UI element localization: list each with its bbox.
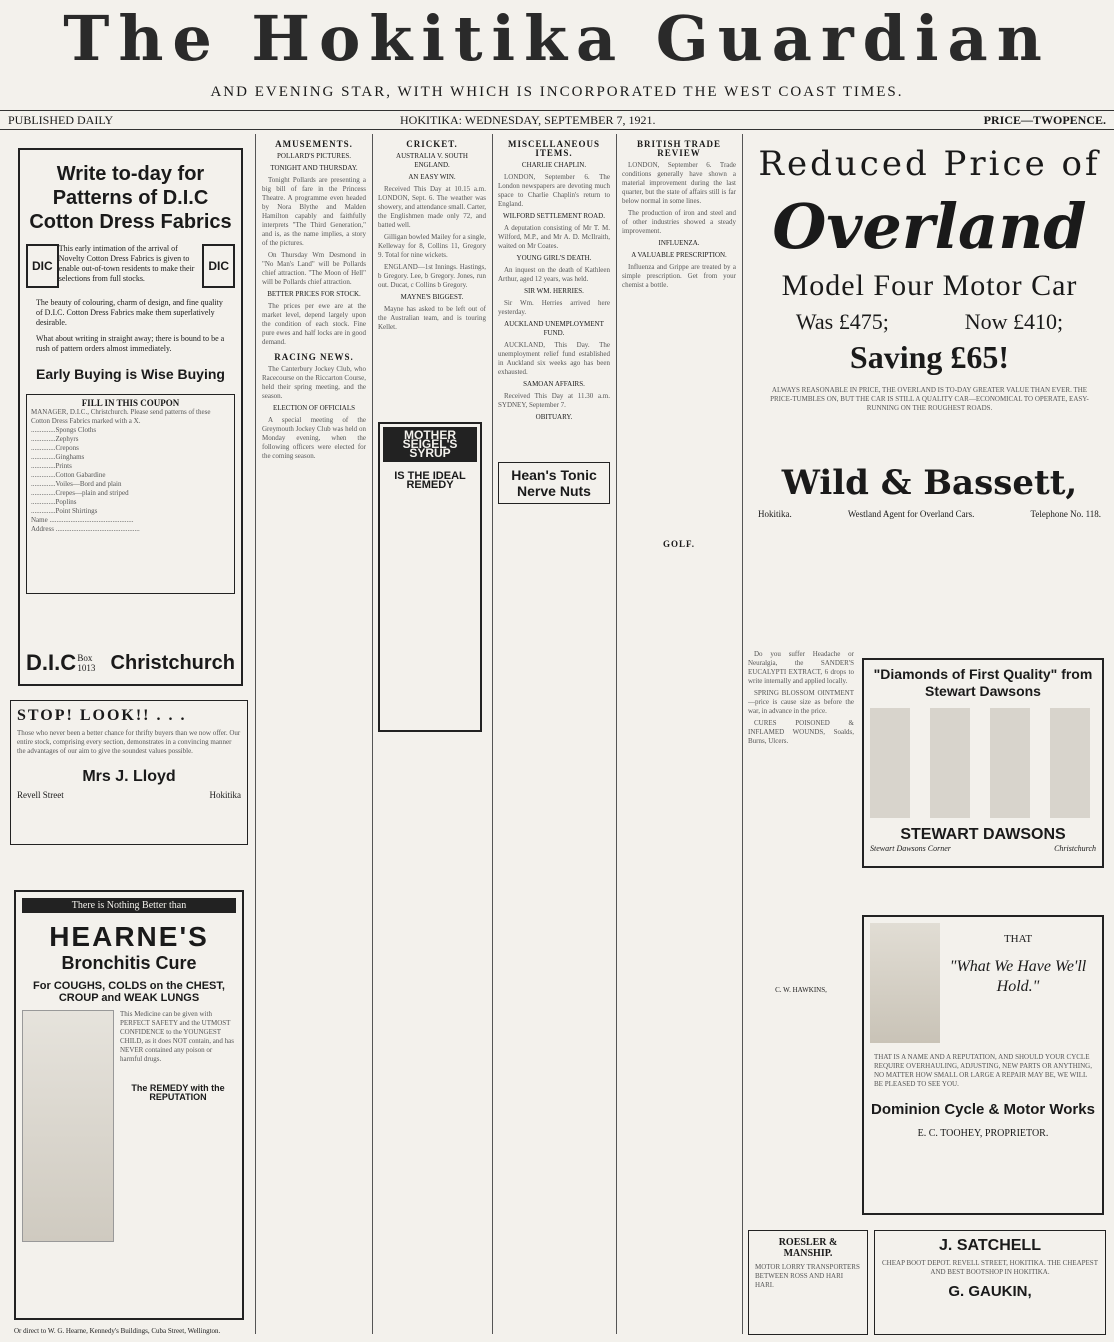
dawson-advertisement xyxy=(862,658,1104,868)
overland-line2: Model Four Motor Car xyxy=(781,269,1078,302)
dawson-rings-illustration xyxy=(870,708,1096,818)
dawson-title: "Diamonds of First Quality" from Stewart Dawsons xyxy=(873,666,1093,699)
hearne-illustration xyxy=(22,1010,114,1242)
masthead xyxy=(0,0,1114,78)
prescription-head: A VALUABLE PRESCRIPTION. xyxy=(631,251,727,259)
dateline-date: HOKITIKA: WEDNESDAY, SEPTEMBER 7, 1921. xyxy=(400,113,656,127)
hearne-remedy: The REMEDY with the REPUTATION xyxy=(131,1083,225,1102)
misc-sub1: CHARLIE CHAPLIN. xyxy=(521,161,587,169)
column-amusements: AMUSEMENTS. POLLARD'S PICTURES. TONIGHT AND THURSDAY. Tonight Pollards are presenting a big bill of fare in the Princess Theatre. A programme even headed by Nora Blythe and Malden Hamilton capably and faithfully interprets "The Third Generation," and is, as the name implies, a story of the pictures. On Thursday Wm Desmond in "No Man's Land" will be Pollards chief attraction. "The Moon of Hell" will be Pollards chief attraction. BETTER PRICES FOR STOCK. The prices per ewe are at the market level, depend largely upon the condition of each stock. Fine pure ewes and half locks are in good demand. RACING NEWS. The Canterbury Jockey Club, who Racecourse on the Riccarton Course, held their spring meeting, and the season. ELECTION OF OFFICIALS A special meeting of the Greymouth Jockey Club was held on Monday evening, when the following officers were elected for the coming season. xyxy=(262,139,366,460)
dateline xyxy=(0,110,1114,130)
overland-dealer-town: Hokitika. xyxy=(758,509,792,519)
racing-head: RACING NEWS. xyxy=(274,352,354,362)
hearne-advertisement: There is Nothing Better than HEARNE'S Bronchitis Cure For COUGHS, COLDS on the CHEST, CROUP and WEAK LUNGS This Medicine can be given with PERFECT SAFETY and the UTMOST CONFIDENCE to the YOUNGEST CHILD, as it does NOT contain, and has NEVER contained any poison or harmful drugs. The REMEDY with the REPUTATION xyxy=(14,890,244,1320)
lloyd-town: Hokitika xyxy=(209,790,241,800)
misc-sub5: AUCKLAND UNEMPLOYMENT FUND. xyxy=(504,320,604,337)
column-rule xyxy=(255,134,256,1334)
dic-early-buying: Early Buying is Wise Buying xyxy=(36,366,225,382)
dic-coupon-title: FILL IN THIS COUPON xyxy=(81,398,180,408)
hearne-footer: Or direct to W. G. Hearne, Kennedy's Buildings, Cuba Street, Wellington. xyxy=(14,1327,221,1335)
misc-sub7: OBITUARY. xyxy=(535,413,573,421)
dic-headline: Write to-day for Patterns of D.I.C Cotton Dress Fabrics xyxy=(29,163,232,233)
amusements-sub3: BETTER PRICES FOR STOCK. xyxy=(267,290,361,298)
dic-advertisement xyxy=(18,148,243,686)
cycle-quote: "What We Have We'll Hold." xyxy=(949,958,1087,995)
dic-logo-left: DIC xyxy=(26,244,59,288)
satchell-name: J. SATCHELL xyxy=(939,1237,1041,1254)
hawkins-name: C. W. HAWKINS, xyxy=(775,986,827,994)
gaukin-name: G. GAUKIN, xyxy=(948,1283,1032,1300)
overland-dealer-agent: Westland Agent for Overland Cars. xyxy=(847,509,975,519)
overland-dealer: Wild & Bassett, xyxy=(781,463,1078,503)
roesler-advertisement: ROESLER & MANSHIP. MOTOR LORRY TRANSPORTERS BETWEEN ROSS AND HARI HARI. xyxy=(748,1230,868,1335)
cycle-advertisement: THAT "What We Have We'll Hold." THAT IS A NAME AND A REPUTATION, AND SHOULD YOUR CYCLE REQUIRE OVERHAULING, ADJUSTING, NEW PARTS OR ANYTHING, NO MATTER HOW SMALL OR LARGE A REPAIR MAY BE, WE WILL BE PLEASED TO SEE YOU. Dominion Cycle & Motor Works E. C. TOOHEY, PROPRIETOR. xyxy=(862,915,1104,1215)
dic-footer-right: Christchurch xyxy=(110,651,235,674)
cricket-sub1: AUSTRALIA V. SOUTH ENGLAND. xyxy=(396,152,468,169)
dic-paragraph-2: The beauty of colouring, charm of design, and fine quality of D.I.C. Cotton Dress Fabrics make them superlatively desirable. xyxy=(36,298,223,327)
dic-paragraph-3: What about writing in straight away; there is bound to be a rush of pattern orders almost immediately. xyxy=(36,334,225,353)
seigel-advertisement xyxy=(378,422,482,732)
column-rule xyxy=(616,134,617,1334)
lloyd-advertisement: STOP! LOOK!! . . . Those who never been a better chance for thrifty buyers than we now offer. Our entire stock, comprising every section, demonstrates in a convincing manner the advantages of our aim to give the soundest values possible. Mrs J. Lloyd Revell Street Hokitika xyxy=(10,700,248,845)
seigel-ideal: IS THE IDEAL REMEDY xyxy=(394,470,466,491)
overland-saving: Saving £65! xyxy=(849,339,1010,375)
overland-was: Was £475; xyxy=(795,309,889,334)
dawson-corner: Stewart Dawsons Corner xyxy=(870,844,951,853)
dic-coupon[interactable]: FILL IN THIS COUPON MANAGER, D.I.C., Christchurch. Please send patterns of these Cotton Dress Fabrics marked with a X. ..............Spongs Cloths ..............Zephyrs ..............Crepons ..............Ginghams ..............Prints ..............Cotton Gabardine ..............Voiles—Bord and plain ..............Crepes—plain and striped ..............Poplins ..............Point Shirtings Name ................................................ Address ................................................ xyxy=(26,394,235,594)
overland-advertisement: Reduced Price of Overland Model Four Motor Car Was £475; Now £410; Saving £65! ALWAYS REASONABLE IN PRICE, THE OVERLAND IS TO-DAY GREATER VALUE THAN EVER. THE PRICE-TUMBLES ON, BUT THE CAR IS STILL A QUALITY CAR—ECONOMICAL TO OPERATE, EASY-RUNNING ON THE ROUGHEST ROADS. Wild & Bassett, Hokitika. Westland Agent for Overland Cars. Telephone No. 118. xyxy=(758,144,1101,519)
column-sanders: Do you suffer Headache or Neuralgia, the SANDER'S EUCALYPTI EXTRACT, 6 drops to write internally and applied locally. SPRING BLOSSOM OINTMENT—price is cause size as before the war, in advance in the price. CURES POISONED & INFLAMED WOUNDS, Soalds, Burns, Ulcers. C. W. HAWKINS, xyxy=(748,650,854,994)
hearne-tagline: For COUGHS, COLDS on the CHEST, CROUP and WEAK LUNGS xyxy=(33,980,225,1004)
overland-brand: Overland xyxy=(772,190,1087,263)
dawson-city: Christchurch xyxy=(1054,844,1096,853)
seigel-title: MOTHER SEIGEL'S SYRUP xyxy=(383,427,477,462)
influenza-head: INFLUENZA. xyxy=(658,239,700,247)
column-miscellaneous: MISCELLANEOUS ITEMS. CHARLIE CHAPLIN. LONDON, September 6. The London newspapers are devoting much space to Charlie Chaplin's return to England. WILFORD SETTLEMENT ROAD. A deputation consisting of Mr T. M. Wilford, M.P., and Mr A. D. McIlraith, waited on Mr Coates. YOUNG GIRL'S DEATH. An inquest on the death of Kathleen Arthur, aged 12 years, was held. SIR WM. HERRIES. Sir Wm. Herries arrived here yesterday. AUCKLAND UNEMPLOYMENT FUND. AUCKLAND, This Day. The unemployment relief fund established in Auckland six weeks ago has been exhausted. SAMOAN AFFAIRS. Received This Day at 11.30 a.m. SYDNEY, September 7. OBITUARY. Hean's Tonic Nerve Nuts xyxy=(498,134,610,1334)
cycle-illustration xyxy=(870,923,940,1043)
golf-head: GOLF. xyxy=(663,539,695,549)
column-cricket: CRICKET. AUSTRALIA V. SOUTH ENGLAND. AN EASY WIN. Received This Day at 10.15 a.m. LONDON, Sept. 6. The weather was showery, and attendance small. Carter, the Englishmen made only 72, and batted well. Gilligan bowled Mailey for a single, Kelleway for 8, Collins 11, Gregory 9. Total for nine wickets. ENGLAND—1st Innings. Hastings, b Gregory. Lee, b Gregory. Jones, run out. Ducat, c Collins b Gregory. MAYNE'S BIGGEST. Mayne has asked to be left out of the Australian team, and is touring Kellet. MOTHER SEIGEL'S SYRUP IS THE IDEAL REMEDY xyxy=(378,134,486,1334)
dic-logo-right: DIC xyxy=(202,244,235,288)
trade-head: BRITISH TRADE REVIEW xyxy=(636,139,722,158)
column-rule xyxy=(492,134,493,1334)
lloyd-title: STOP! LOOK!! . . . xyxy=(17,707,187,724)
cycle-proprietor: E. C. TOOHEY, PROPRIETOR. xyxy=(917,1128,1049,1139)
dawson-name: STEWART DAWSONS xyxy=(900,826,1066,843)
overland-now: Now £410; xyxy=(964,309,1064,334)
column-rule xyxy=(372,134,373,1334)
mayne-sub: MAYNE'S BIGGEST. xyxy=(400,293,464,301)
overland-line1: Reduced Price of xyxy=(758,144,1101,184)
newspaper-title: The Hokitika Guardian xyxy=(63,2,1051,75)
dic-paragraph-1: This early intimation of the arrival of Novelty Cotton Dress Fabrics is given to enable out-of-town residents to make their selections from full stocks. xyxy=(58,244,195,283)
amusements-sub2: TONIGHT AND THURSDAY. xyxy=(270,164,358,172)
amusements-head: AMUSEMENTS. xyxy=(275,139,353,149)
misc-head: MISCELLANEOUS ITEMS. xyxy=(507,139,601,158)
hearne-name: HEARNE'S xyxy=(49,921,209,952)
misc-sub6: SAMOAN AFFAIRS. xyxy=(523,380,585,388)
amusements-sub1: POLLARD'S PICTURES. xyxy=(277,152,351,160)
cycle-that: THAT xyxy=(1003,933,1033,945)
dic-footer-left: D.I.C xyxy=(26,650,77,675)
cycle-name: Dominion Cycle & Motor Works xyxy=(871,1101,1095,1118)
roesler-name: ROESLER & MANSHIP. xyxy=(778,1237,838,1259)
misc-sub3: YOUNG GIRL'S DEATH. xyxy=(516,254,592,262)
overland-dealer-phone: Telephone No. 118. xyxy=(1030,509,1101,519)
greymouth-sub: ELECTION OF OFFICIALS xyxy=(272,404,356,412)
misc-sub2: WILFORD SETTLEMENT ROAD. xyxy=(503,212,605,220)
misc-sub4: SIR WM. HERRIES. xyxy=(524,287,584,295)
column-rule xyxy=(742,134,743,1334)
cricket-head: CRICKET. xyxy=(406,139,458,149)
satchell-advertisement: J. SATCHELL CHEAP BOOT DEPOT. REVELL STREET, HOKITIKA. THE CHEAPEST AND BEST BOOTSHOP IN HOKITIKA. G. GAUKIN, xyxy=(874,1230,1106,1335)
dic-footer-box: Box 1013 xyxy=(77,653,96,673)
cricket-sub2: AN EASY WIN. xyxy=(408,173,456,181)
hean-advertisement: Hean's Tonic Nerve Nuts xyxy=(498,462,610,504)
dateline-price: PRICE—TWOPENCE. xyxy=(983,113,1106,127)
column-trade: BRITISH TRADE REVIEW LONDON, September 6. Trade conditions generally have shown a material improvement during the last quarter, but the state of affairs still is far below normal in some lines. The production of iron and steel and of other industries showed a steady improvement. INFLUENZA. A VALUABLE PRESCRIPTION. Influenza and Grippe are treated by a simple prescription. Get from your chemist a bottle. GOLF. xyxy=(622,139,736,549)
newspaper-subtitle: AND EVENING STAR, WITH WHICH IS INCORPORATED THE WEST COAST TIMES. xyxy=(210,84,904,100)
lloyd-street: Revell Street xyxy=(17,790,64,800)
dateline-published: PUBLISHED DAILY xyxy=(8,113,114,127)
lloyd-name: Mrs J. Lloyd xyxy=(82,768,176,785)
hearne-lead: There is Nothing Better than xyxy=(22,898,236,913)
hearne-product: Bronchitis Cure xyxy=(61,953,197,973)
